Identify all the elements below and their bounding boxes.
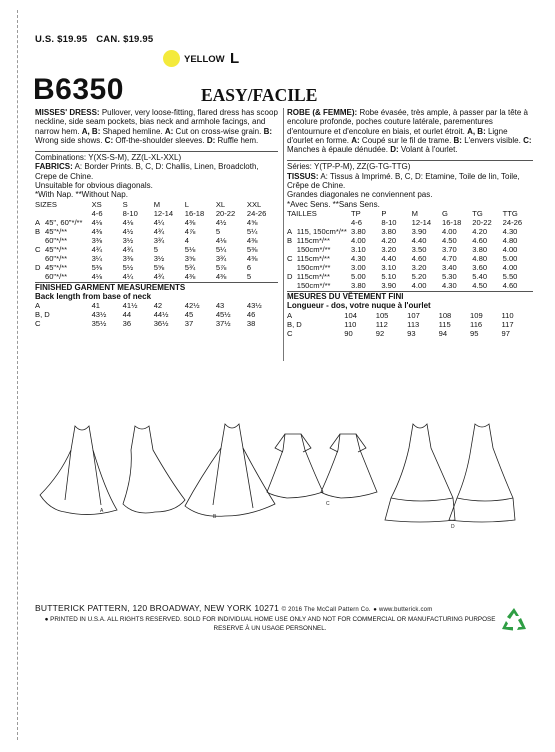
size-range-cell: 20-22 — [215, 208, 236, 218]
yardage-cell: 4.00 — [502, 262, 518, 272]
finished-title-fr: MESURES DU VÊTEMENT FINI — [287, 291, 533, 301]
column-divider — [283, 108, 284, 361]
yardage-cell: 3.00 — [350, 262, 366, 272]
dress-d-illustration — [385, 424, 515, 522]
fabric-width: 150cm*/** — [296, 262, 331, 272]
finished-row — [287, 329, 533, 338]
view-letter: B — [35, 226, 41, 236]
yardage-cell: 4⅞ — [184, 226, 196, 236]
finished-cell: 45 — [184, 310, 194, 320]
yardage-cell: 3.80 — [381, 226, 397, 236]
finished-view: C — [35, 319, 41, 329]
finished-cell: 95 — [470, 328, 479, 338]
fabric-width: 60"*/** — [44, 253, 68, 263]
yardage-cell: 5.20 — [411, 271, 427, 281]
yardage-cell: 5.50 — [502, 271, 518, 281]
label-d: D — [451, 524, 455, 530]
size-range-cell — [45, 209, 92, 218]
yardage-cell: 5.00 — [350, 271, 366, 281]
yardage-cell: 3.40 — [441, 262, 457, 272]
view-letter — [35, 254, 45, 263]
finished-cell: 36 — [122, 319, 132, 329]
view-letter: C — [287, 253, 293, 263]
printed-notice: ● PRINTED IN U.S.A. ALL RIGHTS RESERVED. SOLD FOR INDIVIDUAL HOME USE ONLY AND NOT FOR COMMERCIAL OR MANUFACTURING PURPOSE RESERVE À UN USAGE PERSONNEL. — [44, 616, 496, 632]
series: Séries: Y(TP-P-M), ZZ(G-TG-TTG) — [287, 160, 533, 171]
dress-a-illustration — [40, 426, 185, 515]
size-header-cell: G — [441, 208, 448, 218]
fabric-width: 45"*/** — [44, 244, 68, 254]
view-letter — [287, 263, 297, 272]
fabric-width: 45"*/** — [44, 226, 68, 236]
view-letter — [35, 236, 45, 245]
size-header-cell: M — [153, 199, 161, 209]
yardage-row — [35, 254, 278, 263]
yardage-row — [35, 218, 278, 227]
size-header-cell: TAILLES — [287, 208, 317, 218]
yardage-cell: 5½ — [122, 262, 134, 272]
yardage-cell: 4.00 — [411, 280, 427, 290]
yardage-cell: 3.10 — [350, 244, 366, 254]
label-c: C — [326, 501, 330, 507]
finished-cell: 41 — [91, 301, 101, 311]
finished-cell: 37 — [184, 319, 194, 329]
unsuitable-note-fr: Grandes diagonales ne conviennent pas. — [287, 190, 433, 200]
finished-view: B, D — [35, 310, 50, 320]
finished-row — [35, 310, 278, 319]
finished-cell: 46 — [246, 310, 256, 320]
yardage-row — [35, 227, 278, 236]
size-range-cell: 16-18 — [184, 208, 205, 218]
yardage-cell: 4⅜ — [91, 226, 103, 236]
yardage-row — [287, 254, 533, 263]
size-range-cell: 16-18 — [441, 217, 462, 227]
french-column — [287, 108, 533, 338]
yardage-cell: 4¼ — [122, 271, 134, 281]
yardage-row — [35, 245, 278, 254]
yardage-row — [287, 272, 533, 281]
size-range-row — [35, 209, 278, 218]
view-letter: C — [35, 244, 41, 254]
yardage-cell: 4⅛ — [122, 217, 134, 227]
publisher-line — [35, 603, 505, 613]
finished-cell: 93 — [407, 328, 416, 338]
yardage-cell: 5 — [153, 244, 158, 254]
yardage-row — [287, 281, 533, 290]
yardage-cell: 5.10 — [381, 271, 397, 281]
finished-view: B, D — [287, 319, 302, 329]
size-header-row — [35, 200, 278, 209]
finished-cell: 42½ — [184, 301, 200, 311]
yardage-cell: 4⅝ — [246, 217, 258, 227]
finished-title: FINISHED GARMENT MEASUREMENTS — [35, 282, 278, 292]
finished-cell: 116 — [470, 319, 483, 329]
yardage-cell: 5¼ — [215, 244, 227, 254]
website-link[interactable]: ● www.butterick.com — [373, 607, 433, 613]
copyright: © 2016 The McCall Pattern Co. — [281, 607, 371, 613]
finished-cell: 41½ — [122, 301, 138, 311]
finished-cell: 42 — [153, 301, 163, 311]
view-letter: A — [35, 217, 41, 227]
size-header-cell: XL — [215, 199, 226, 209]
cut-line — [17, 10, 22, 740]
yardage-cell: 3.80 — [350, 226, 366, 236]
finished-row — [35, 319, 278, 328]
label-b: B — [213, 514, 217, 520]
yardage-row — [35, 272, 278, 281]
size-header-cell: S — [122, 199, 128, 209]
yellow-color-dot — [163, 50, 180, 67]
finished-cell: 113 — [407, 319, 420, 329]
french-finished-table — [287, 311, 533, 338]
pattern-number: B6350 — [33, 73, 124, 106]
fabric-width: 115, 150cm*/** — [296, 226, 347, 236]
finished-cell: 43½ — [91, 310, 107, 320]
finished-cell: 104 — [344, 310, 357, 320]
fabric-width: 115cm*/** — [296, 253, 330, 263]
yardage-cell: 4¾ — [153, 226, 165, 236]
yardage-row — [287, 227, 533, 236]
finished-cell: 36½ — [153, 319, 169, 329]
size-range-cell: 24-26 — [502, 217, 523, 227]
yardage-cell: 3.70 — [441, 244, 457, 254]
yardage-cell: 3.80 — [472, 244, 488, 254]
view-letter: D — [287, 271, 293, 281]
yardage-cell: 4⅜ — [184, 217, 196, 227]
size-header-cell: TTG — [502, 208, 518, 218]
size-header-cell: XXL — [246, 199, 262, 209]
finished-row — [287, 311, 533, 320]
yardage-cell: 4¾ — [91, 244, 103, 254]
french-description: ROBE (& FEMME): Robe évasée, très ample, à passer par la tête à encolure profonde, poches couture latérale, parementures d'entournure et d'encolure en biais, et ourlet étroit. A, B: Ligne d'ourlet en forme. A: Coupé sur le fil de trame. B: L'envers visible. C: Manches à épaule dénudée. D: Volant à l'ourlet. — [287, 108, 532, 155]
french-yardage-table — [287, 209, 533, 290]
yardage-cell: 3½ — [122, 235, 134, 245]
finished-cell: 44 — [122, 310, 132, 320]
combinations: Combinations: Y(XS-S-M), ZZ(L-XL-XXL) — [35, 151, 278, 162]
finished-cell: 35½ — [91, 319, 107, 329]
finished-cell: 92 — [375, 328, 385, 338]
fabrics: FABRICS: A: Border Prints. B, C, D: Challis, Linen, Broadcloth, Crepe de Chine. — [35, 162, 259, 181]
color-label: YELLOW — [184, 54, 225, 65]
nap-note: *With Nap. **Without Nap. — [35, 190, 128, 200]
size-range-cell: 12-14 — [411, 217, 432, 227]
yardage-cell: 3.90 — [411, 226, 427, 236]
yardage-row — [35, 263, 278, 272]
size-range-cell — [297, 218, 351, 227]
size-range-cell: 8-10 — [381, 217, 397, 227]
finished-view: A — [35, 301, 41, 311]
size-range-cell: 4-6 — [350, 217, 362, 227]
yardage-cell: 4.60 — [411, 253, 427, 263]
yardage-cell: 5⅛ — [184, 244, 196, 254]
unsuitable-note: Unsuitable for obvious diagonals. — [35, 181, 153, 191]
finished-view: A — [287, 310, 293, 320]
dress-b-illustration — [185, 424, 275, 516]
yardage-cell: 4.80 — [502, 235, 518, 245]
yardage-row — [287, 263, 533, 272]
yardage-cell: 4.80 — [472, 253, 488, 263]
yardage-cell: 4.60 — [472, 235, 488, 245]
yardage-cell: 3.90 — [381, 280, 397, 290]
fabric-width: 45", 60"*/** — [44, 217, 83, 227]
yardage-cell: 5⅜ — [246, 244, 258, 254]
finished-cell: 105 — [375, 310, 389, 320]
yardage-cell: 3¾ — [153, 235, 165, 245]
difficulty-label: EASY/FACILE — [201, 85, 318, 105]
yardage-row — [35, 236, 278, 245]
yardage-cell: 4.30 — [502, 226, 518, 236]
yardage-cell: 3.60 — [472, 262, 488, 272]
yardage-cell: 4.00 — [502, 244, 518, 254]
footer — [35, 603, 505, 634]
english-finished-table — [35, 301, 278, 328]
yardage-cell: 4⅜ — [246, 253, 258, 263]
fabric-width: 150cm*/** — [296, 280, 331, 290]
finished-cell: 115 — [438, 319, 451, 329]
finished-cell: 110 — [501, 310, 514, 320]
yardage-cell: 6 — [246, 262, 252, 272]
fabric-width: 115cm*/** — [296, 271, 330, 281]
yardage-cell: 4.00 — [350, 235, 366, 245]
yardage-cell: 5 — [215, 226, 221, 236]
yardage-cell: 4.50 — [472, 280, 488, 290]
english-description: MISSES' DRESS: Pullover, very loose-fitting, flared dress has scoop neckline, side seam pockets, bias neck and armhole facings, and narrow hem. A, B: Shaped hemline. A: Cut on cross-wise grain. B: Wrong side shows. C: Off-the-shoulder sleeves. D: Ruffle hem. — [35, 108, 278, 145]
yardage-cell: 4.20 — [472, 226, 488, 236]
yardage-cell: 5⅜ — [91, 262, 103, 272]
view-letter: A — [287, 226, 293, 236]
finished-cell: 107 — [407, 310, 420, 320]
yardage-cell: 3⅜ — [122, 253, 134, 263]
finished-cell: 44½ — [153, 310, 169, 320]
size-range-cell: 24-26 — [246, 208, 267, 218]
yardage-cell: 5.00 — [502, 253, 518, 263]
finished-cell: 43½ — [246, 301, 262, 311]
size-header-cell: P — [381, 208, 387, 218]
tissus: TISSUS: A: Tissus à Imprimé. B, C, D: Etamine, Toile de lin, Toile, Crêpe de Chine. — [287, 171, 520, 191]
fabric-width: 60"*/** — [44, 271, 68, 281]
size-range-row — [287, 218, 533, 227]
yardage-cell: 4.50 — [441, 235, 457, 245]
yardage-cell: 4½ — [215, 217, 227, 227]
yardage-cell: 3⅜ — [91, 235, 103, 245]
size-header-cell: TP — [350, 208, 361, 218]
fabric-width: 150cm*/** — [296, 244, 331, 254]
price-us: U.S. $19.95 — [35, 34, 88, 45]
yardage-cell: 4¾ — [122, 244, 134, 254]
size-header-cell: M — [411, 208, 418, 218]
garment-illustrations — [35, 420, 535, 540]
size-letter: L — [230, 50, 240, 67]
yardage-cell: 5⅞ — [215, 262, 227, 272]
view-letter: D — [35, 262, 41, 272]
publisher-address: BUTTERICK PATTERN, 120 BROADWAY, NEW YORK 10271 — [35, 603, 280, 613]
yardage-cell: 4⅜ — [184, 271, 196, 281]
yardage-cell: 5.40 — [472, 271, 488, 281]
nap-note-fr: *Avec Sens. **Sans Sens. — [287, 199, 380, 209]
finished-cell: 97 — [501, 328, 510, 338]
yardage-cell: 5¾ — [184, 262, 196, 272]
finished-cell: 45½ — [215, 310, 231, 320]
english-column — [35, 108, 278, 328]
yardage-cell: 4.30 — [441, 280, 457, 290]
yardage-cell: 4.00 — [441, 226, 457, 236]
yardage-cell: 3.20 — [381, 244, 397, 254]
view-letter — [287, 281, 297, 290]
yardage-cell: 3.10 — [381, 262, 397, 272]
finished-row — [287, 320, 533, 329]
size-header-row — [287, 209, 533, 218]
yardage-cell: 4.20 — [381, 235, 397, 245]
yardage-cell: 4.40 — [411, 235, 427, 245]
yardage-cell: 5¼ — [246, 226, 258, 236]
dress-c-illustration — [267, 434, 377, 498]
yardage-cell: 4 — [184, 235, 189, 245]
yardage-row — [287, 245, 533, 254]
finished-cell: 38 — [246, 319, 256, 329]
yardage-cell: 4.40 — [381, 253, 397, 263]
size-range-cell: 20-22 — [472, 217, 492, 227]
finished-cell: 112 — [375, 319, 388, 329]
yardage-cell: 3½ — [153, 253, 165, 263]
finished-view: C — [287, 328, 293, 338]
finished-cell: 90 — [344, 328, 353, 338]
yardage-cell: 5⅝ — [153, 262, 165, 272]
yardage-cell: 3¼ — [91, 253, 103, 263]
size-header-cell: XS — [91, 199, 102, 209]
yardage-cell: 4.30 — [350, 253, 366, 263]
english-yardage-table — [35, 200, 278, 281]
yardage-cell: 3⅝ — [184, 253, 196, 263]
yardage-cell: 4¼ — [153, 217, 165, 227]
view-letter — [287, 245, 297, 254]
yardage-cell: 3.50 — [411, 244, 427, 254]
size-range-cell: 12-14 — [153, 208, 174, 218]
yardage-cell: 4.70 — [441, 253, 457, 263]
yardage-cell: 3.20 — [411, 262, 427, 272]
finished-cell: 110 — [344, 319, 357, 329]
yardage-cell: 5.30 — [441, 271, 457, 281]
yardage-cell: 4⅛ — [215, 235, 227, 245]
fabric-width: 60"*/** — [44, 235, 68, 245]
yardage-cell: 4⅛ — [91, 217, 103, 227]
view-letter: B — [287, 235, 293, 245]
finished-row — [35, 301, 278, 310]
size-header-cell: L — [184, 199, 189, 209]
finished-cell: 109 — [470, 310, 483, 320]
label-a: A — [100, 508, 104, 514]
finished-subtitle-fr: Longueur - dos, votre nuque à l'ourlet — [287, 301, 431, 311]
finished-cell: 94 — [438, 328, 448, 338]
yardage-cell: 4⅜ — [215, 271, 227, 281]
view-letter — [35, 272, 45, 281]
yardage-cell: 4⅜ — [246, 235, 258, 245]
size-range-cell: 4-6 — [91, 208, 103, 218]
yardage-cell: 4½ — [122, 226, 134, 236]
finished-cell: 43 — [215, 301, 225, 311]
yardage-cell: 4¾ — [153, 271, 165, 281]
price-line — [35, 34, 159, 45]
finished-cell: 37½ — [215, 319, 231, 329]
size-range-cell — [287, 218, 297, 227]
yardage-cell: 3.80 — [350, 280, 366, 290]
finished-subtitle: Back length from base of neck — [35, 291, 152, 301]
size-range-cell: 8-10 — [122, 208, 138, 218]
yardage-cell: 4.60 — [502, 280, 518, 290]
recycle-icon — [498, 605, 530, 637]
size-header-cell: SIZES — [35, 199, 57, 209]
yardage-cell: 5 — [246, 271, 252, 281]
price-can: CAN. $19.95 — [96, 34, 154, 45]
finished-cell: 108 — [438, 310, 452, 320]
yardage-cell: 4⅛ — [91, 271, 103, 281]
fabric-width: 115cm*/** — [296, 235, 330, 245]
size-range-cell — [35, 209, 45, 218]
fabric-width: 45"*/** — [44, 262, 68, 272]
yardage-row — [287, 236, 533, 245]
size-header-cell: TG — [472, 208, 483, 218]
finished-cell: 117 — [501, 319, 514, 329]
yardage-cell: 3¾ — [215, 253, 227, 263]
